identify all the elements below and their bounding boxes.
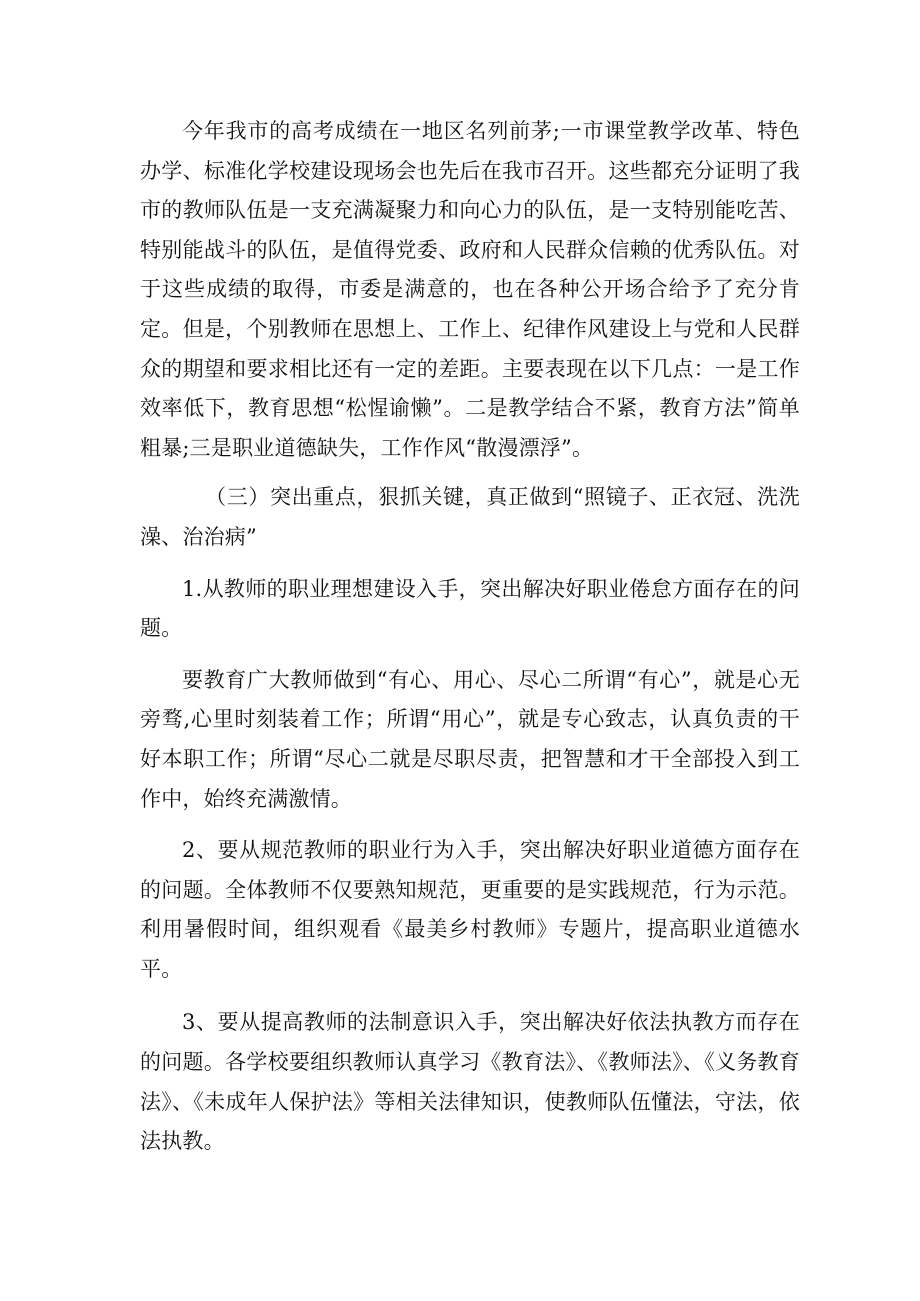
section-heading-three: （三）突出重点，狠抓关键，真正做到“照镜子、正衣冠、洗洗澡、治治病” — [140, 485, 800, 549]
paragraph-item-3: 3、要从提高教师的法制意识入手，突出解决好依法执教方而存在的问题。各学校要组织教师认真学习《教育法》、《教师法》、《义务教育法》、《未成年人保护法》等相关法律知识，使教师队伍懂法，守法，依法执教。 — [140, 1010, 800, 1154]
document-body — [140, 112, 800, 1162]
paragraph-item-2: 2、要从规范教师的职业行为入手，突出解决好职业道德方面存在的问题。全体教师不仅要熟知规范，更重要的是实践规范，行为示范。利用暑假时间，组织观看《最美乡村教师》专题片，提高职业道德水平。 — [140, 838, 800, 981]
paragraph-item-1: 1.从教师的职业理想建设入手，突出解决好职业倦怠方面存在的问题。 — [140, 576, 800, 641]
paragraph-achievements: 今年我市的高考成绩在一地区名列前茅;一市课堂教学改革、特色办学、标准化学校建设现场会也先后在我市召开。这些都充分证明了我市的教师队伍是一支充满凝聚力和向心力的队伍，是一支特别能吃苦、特别能战斗的队伍，是值得党委、政府和人民群众信赖的优秀队伍。对于这些成绩的取得，市委是满意的，也在各种公开场合给予了充分肯定。但是，个别教师在思想上、工作上、纪律作风建设上与党和人民群众的期望和要求相比还有一定的差距。主要表现在以下几点：一是工作效率低下，教育思想“松惺谕懒”。二是教学结合不紧，教育方法”简单粗暴;三是职业道德缺失，工作作风“散漫漂浮”。 — [140, 119, 800, 460]
paragraph-three-hearts: 要教育广大教师做到“有心、用心、尽心二所谓“有心”，就是心无旁骛,心里时刻装着工作；所谓“用心”，就是专心致志，认真负责的干好本职工作；所谓“尽心二就是尽职尽责，把智慧和才干全部投入到工作中，始终充满激情。 — [140, 667, 800, 811]
